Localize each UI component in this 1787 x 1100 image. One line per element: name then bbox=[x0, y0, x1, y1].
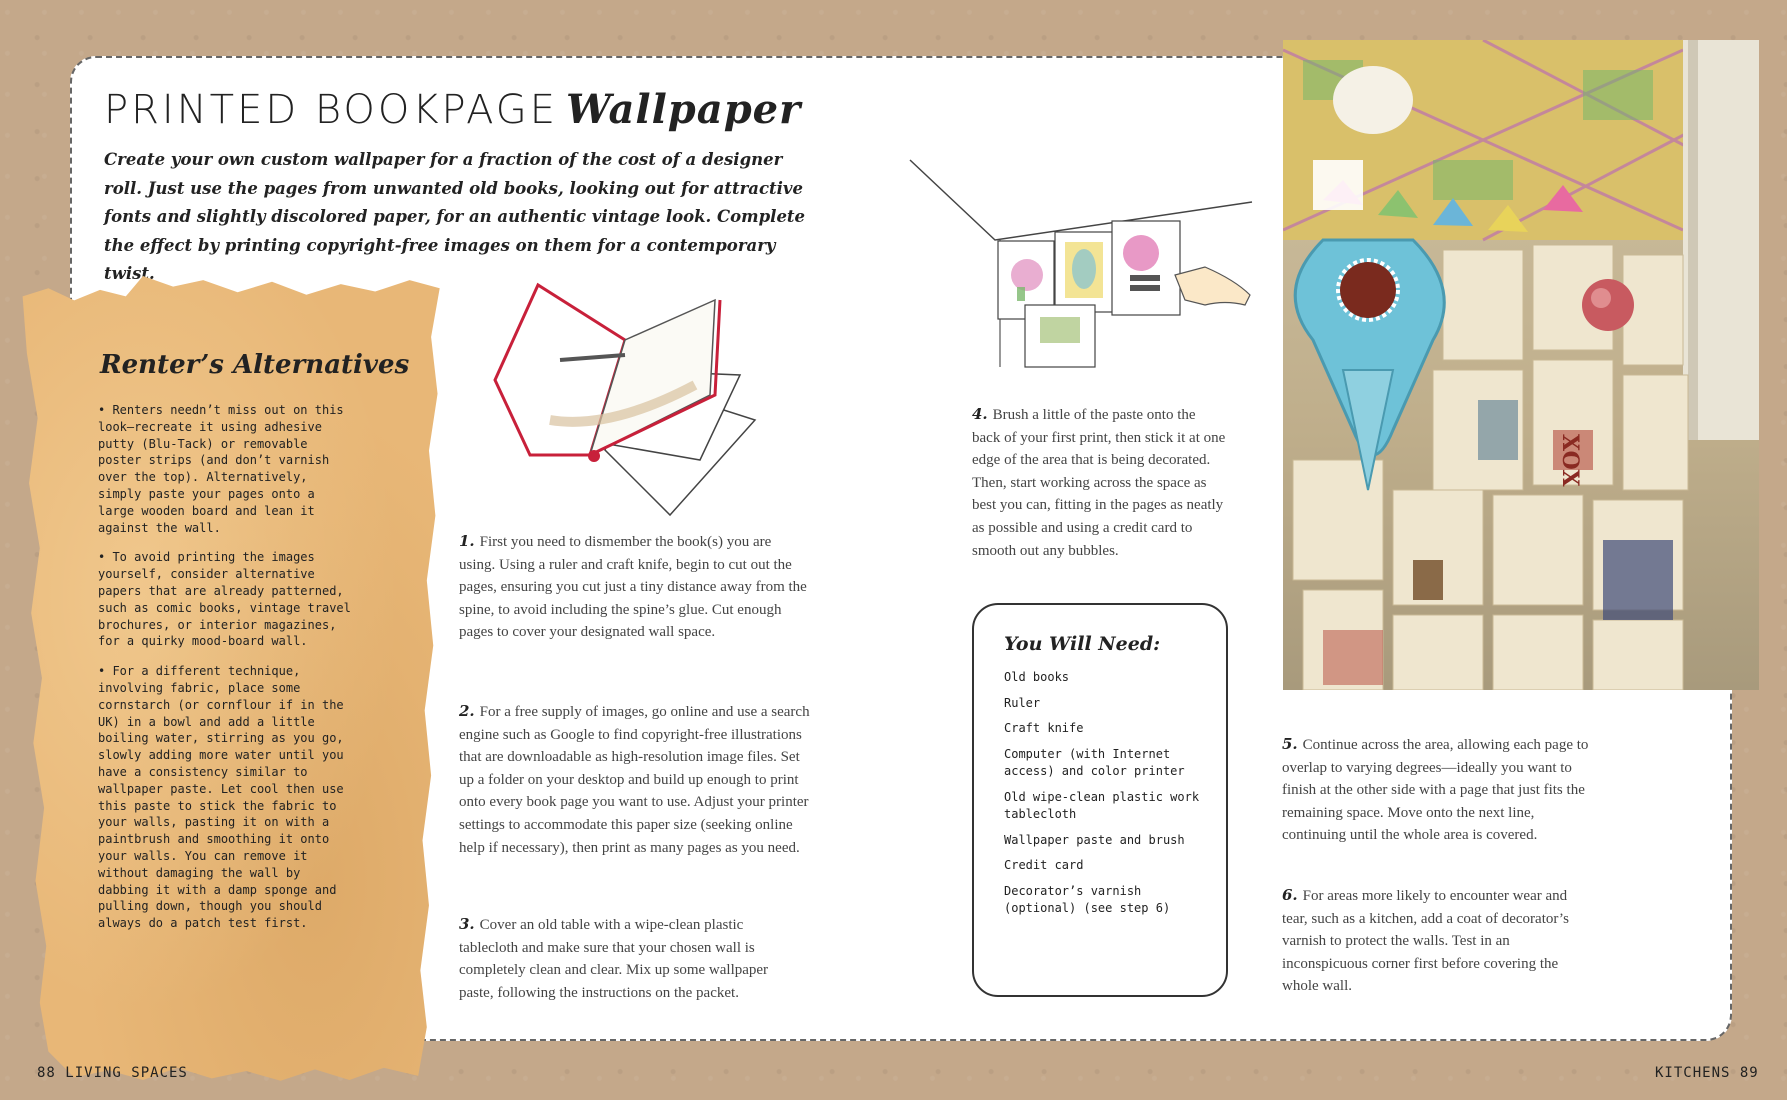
step-text: Cover an old table with a wipe-clean plastic tablecloth and make sure that your chosen wall is completely clean and clear. Mix up some wallpaper paste, following the instructions on the packet. bbox=[459, 917, 769, 1001]
you-will-need-box bbox=[972, 603, 1228, 997]
step-text: Continue across the area, allowing each page to overlap to varying degrees—ideally you want to finish at the other side with a page that just fits the remaining space. Move onto the next line, continuing until the whole area is covered. bbox=[1282, 737, 1589, 844]
renters-item: • Renters needn’t miss out on this look—recreate it using adhesive putty (Blu-Tack) or removable poster strips (and don’t varnish over the top). Alternatively, simply paste your pages onto a large wooden board and lean it against the wall. bbox=[98, 403, 344, 535]
need-item: Decorator’s varnish (optional) (see step 6) bbox=[1004, 883, 1171, 915]
need-item: Old wipe-clean plastic work tablecloth bbox=[1004, 789, 1200, 821]
step-number: 5. bbox=[1282, 735, 1298, 753]
need-item: Computer (with Internet access) and color printer bbox=[1004, 746, 1185, 778]
step-number: 4. bbox=[972, 405, 988, 423]
step-text: For areas more likely to encounter wear and tear, such as a kitchen, add a coat of decorator’s varnish to protect the walls. Test in an inconspicuous corner first before covering the whole wall. bbox=[1282, 888, 1569, 995]
you-will-need-title: You Will Need: bbox=[1004, 633, 1161, 655]
title-part2: Wallpaper bbox=[566, 86, 802, 133]
step-number: 3. bbox=[459, 915, 475, 933]
renters-title: Renter’s Alternatives bbox=[100, 350, 410, 380]
hanging-prints-illustration bbox=[905, 155, 1255, 375]
renters-item: • To avoid printing the images yourself, consider alternative papers that are already patterned, such as comic books, vintage travel brochures, or interior magazines, for a quirky mood-board wall. bbox=[98, 550, 351, 649]
step-5 bbox=[1282, 733, 1602, 847]
step-4 bbox=[972, 403, 1226, 562]
step-number: 6. bbox=[1282, 886, 1298, 904]
photo-xox-text: XOX bbox=[1557, 434, 1583, 487]
step-text: Brush a little of the paste onto the back of your first print, then stick it at one edge of the area that is being decorated. Then, start working across the space as best you can, fitting in the pages as neatly as possible and using a credit card to smooth out any bubbles. bbox=[972, 407, 1226, 559]
step-number: 1. bbox=[459, 532, 475, 550]
wallpaper-photo bbox=[1283, 40, 1759, 690]
need-item: Craft knife bbox=[1004, 721, 1084, 735]
step-1 bbox=[459, 530, 811, 644]
folio-left: 88 LIVING SPACES bbox=[37, 1065, 188, 1081]
intro-text: Create your own custom wallpaper for a fraction of the cost of a designer roll. Just use the pages from unwanted old books, looking out for attractive fonts and slightly discolored paper, for an authentic vintage look. Complete the effect by printing copyright-free images on them for a contemporary twist. bbox=[104, 150, 806, 283]
you-will-need-list bbox=[1004, 669, 1202, 918]
need-item: Old books bbox=[1004, 670, 1070, 684]
step-number: 2. bbox=[459, 702, 475, 720]
step-6 bbox=[1282, 884, 1592, 998]
step-3 bbox=[459, 913, 799, 1004]
renters-item: • For a different technique, involving fabric, place some cornstarch (or cornflour if in the UK) in a bowl and add a little boiling water, stirring as you go, slowly adding more water until you have a consistency similar to wallpaper paste. Let cool then use this paste to stick the fabric to your walls, pasting it on with a paintbrush and smoothing it onto your walls. You can remove it without damaging the wall by dabbing it with a damp sponge and pulling down, though you should always do a patch test first. bbox=[98, 664, 344, 931]
page-title bbox=[104, 86, 801, 133]
need-item: Ruler bbox=[1004, 695, 1041, 710]
need-item: Wallpaper paste and brush bbox=[1004, 832, 1185, 847]
step-text: First you need to dismember the book(s) you are using. Using a ruler and craft knife, begin to cut out the pages, ensuring you cut just a tiny distance away from the spine, to avoid including the spine’s glue. Cut enough pages to cover your designated wall space. bbox=[459, 534, 807, 641]
title-part1: PRINTED BOOKPAGE bbox=[104, 87, 559, 133]
step-text: For a free supply of images, go online and use a search engine such as Google to find copyright-free illustrations that are downloadable as high-resolution image files. Set up a folder on your desktop and build up enough to print onto every book page you want to use. Adjust your printer settings to accommodate this paper size (seeking online help if necessary), then print as many pages as you need. bbox=[459, 704, 810, 856]
folio-right: KITCHENS 89 bbox=[1655, 1065, 1759, 1081]
step-2 bbox=[459, 700, 811, 859]
need-item: Credit card bbox=[1004, 858, 1084, 872]
book-illustration bbox=[490, 280, 770, 520]
renters-list bbox=[98, 402, 356, 945]
